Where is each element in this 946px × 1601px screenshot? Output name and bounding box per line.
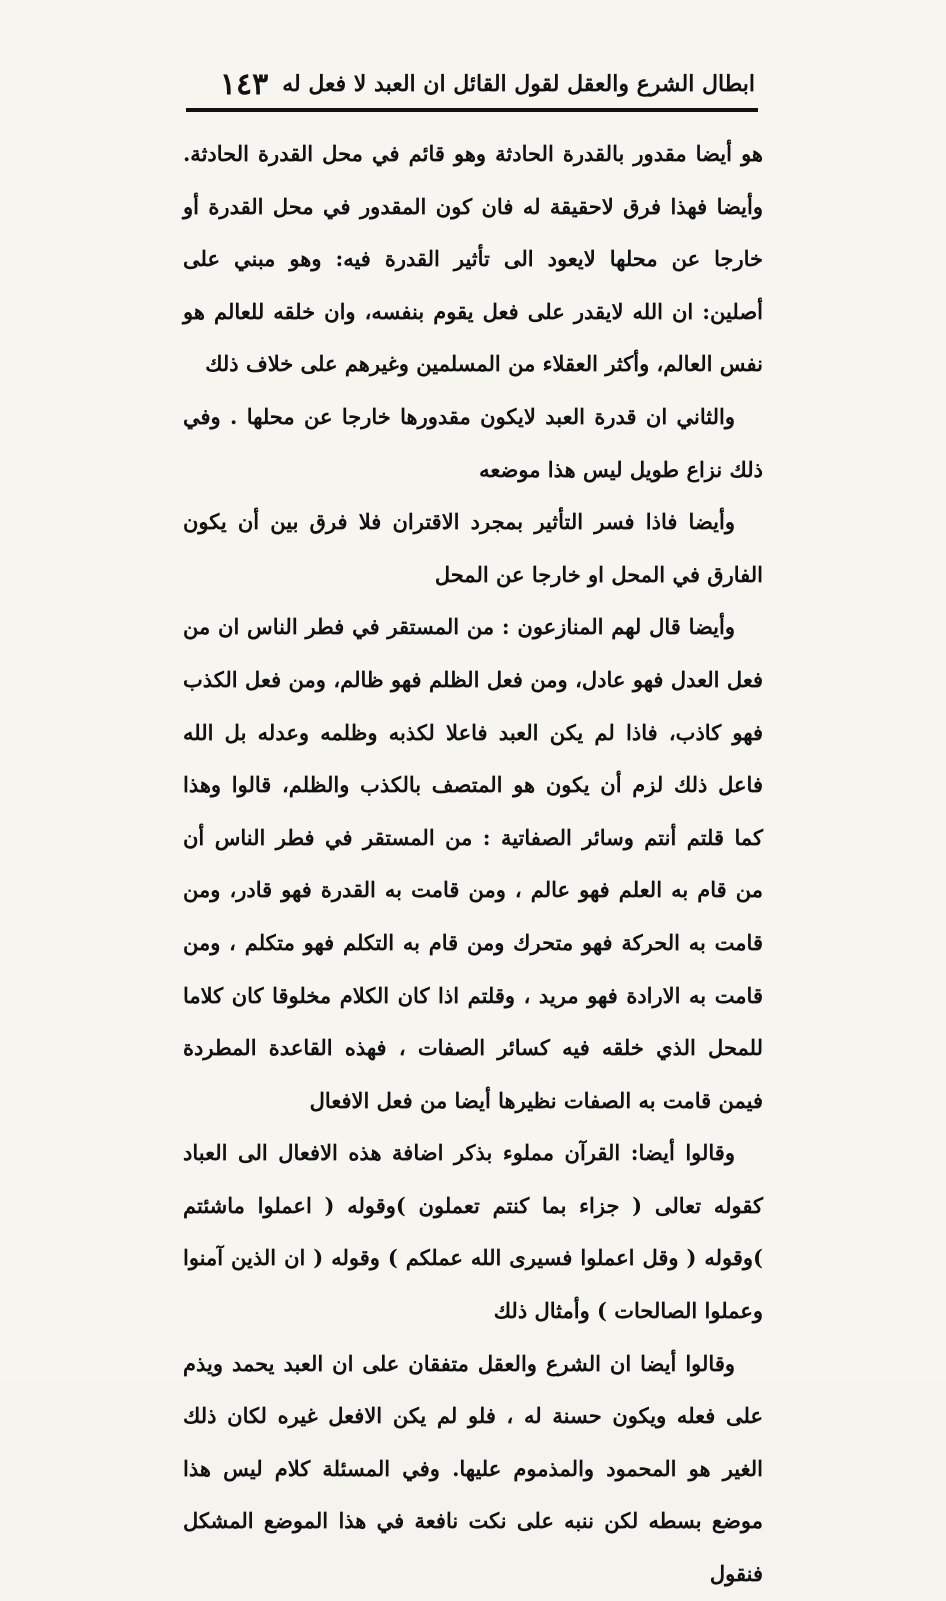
paragraph: هو أيضا مقدور بالقدرة الحادثة وهو قائم في محل القدرة الحادثة. وأيضا فهذا فرق لاحقيقة له فان كون المقدور في محل القدرة أو خارجا عن محلها لايعود الى تأثير القدرة فيه: وهو مبني على أصلين: ان الله لايقدر على فعل يقوم بنفسه، وان خلقه للعالم هو نفس العالم، وأكثر العقلاء من المسلمين وغيرهم على خلاف ذلك [183, 141, 763, 377]
paragraph: وأيضا فاذا فسر التأثير بمجرد الاقتران فلا فرق بين أن يكون الفارق في المحل او خارجا عن المحل [183, 509, 763, 587]
page-number: ١٤٣ [219, 66, 269, 102]
body-text [183, 128, 763, 1601]
paragraph: والثاني ان قدرة العبد لايكون مقدورها خارجا عن محلها . وفي ذلك نزاع طويل ليس هذا موضعه [183, 403, 763, 482]
running-header [180, 62, 755, 106]
header-divider [186, 108, 758, 112]
paragraph: وقالوا أيضا: القرآن مملوء بذكر اضافة هذه الافعال الى العباد كقوله تعالى ( جزاء بما كنتم تعملون )وقوله ( اعملوا ماشئتم )وقوله ( وقل اعملوا فسيرى الله عملكم ) وقوله ( ان الذين آمنوا وعملوا الصالحات ) وأمثال ذلك [183, 1140, 763, 1324]
paragraph: وقالوا أيضا ان الشرع والعقل متفقان على ان العبد يحمد ويذم على فعله ويكون حسنة له ، فلو لم يكن الافعل غيره لكان ذلك الغير هو المحمود والمذموم عليها. وفي المسئلة كلام ليس هذا موضع بسطه لكن ننبه على نكت نافعة في هذا الموضع المشكل فنقول [183, 1350, 763, 1587]
paragraph: وأيضا قال لهم المنازعون : من المستقر في فطر الناس ان من فعل العدل فهو عادل، ومن فعل الظلم فهو ظالم، ومن فعل الكذب فهو كاذب، فاذا لم يكن العبد فاعلا لكذبه وظلمه وعدله بل الله فاعل ذلك لزم أن يكون هو المتصف بالكذب والظلم، قالوا وهذا كما قلتم أنتم وسائر الصفاتية : من المستقر في فطر الناس أن من قام به العلم فهو عالم ، ومن قامت به القدرة فهو قادر، ومن قامت به الحركة فهو متحرك ومن قام به التكلم فهو متكلم ، ومن قامت به الارادة فهو مريد ، وقلتم اذا كان الكلام مخلوقا كان كلاما للمحل الذي خلقه فيه كسائر الصفات ، فهذه القاعدة المطردة فيمن قامت به الصفات نظيرها أيضا من فعل الافعال [183, 614, 763, 1113]
running-title: ابطال الشرع والعقل لقول القائل ان العبد لا فعل له [282, 71, 755, 97]
